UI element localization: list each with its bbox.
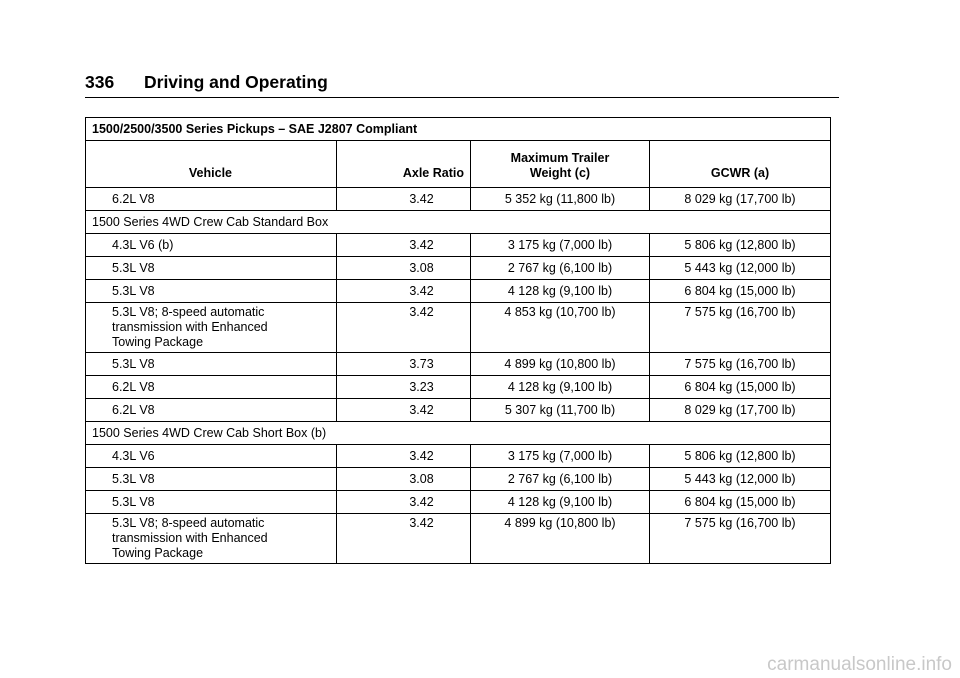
cell-vehicle-line: 4.3L V6 (b) (112, 237, 174, 252)
cell-vehicle-line: transmission with Enhanced (112, 531, 268, 545)
table-row (86, 445, 831, 468)
cell-gcwr: 8 029 kg (17,700 lb) (650, 188, 831, 211)
cell-vehicle (86, 353, 337, 376)
cell-vehicle-line: 5.3L V8; 8-speed automatic (112, 305, 265, 319)
cell-axle-ratio: 3.42 (337, 445, 471, 468)
table-caption-row (86, 118, 831, 141)
cell-vehicle-line: 5.3L V8 (112, 283, 155, 298)
group-title: 1500 Series 4WD Crew Cab Short Box (b) (86, 422, 831, 445)
column-header-gcwr: GCWR (a) (650, 141, 831, 188)
cell-vehicle-line: 5.3L V8; 8-speed automatic (112, 516, 265, 530)
cell-gcwr: 7 575 kg (16,700 lb) (650, 353, 831, 376)
page-header (85, 70, 839, 98)
cell-max-trailer-weight: 4 899 kg (10,800 lb) (471, 514, 650, 564)
cell-vehicle-line: 5.3L V8 (112, 356, 155, 371)
cell-axle-ratio: 3.42 (337, 514, 471, 564)
cell-gcwr: 5 806 kg (12,800 lb) (650, 445, 831, 468)
section-title: Driving and Operating (144, 72, 328, 92)
cell-vehicle-line: Towing Package (112, 546, 204, 560)
cell-gcwr: 7 575 kg (16,700 lb) (650, 514, 831, 564)
cell-gcwr: 6 804 kg (15,000 lb) (650, 491, 831, 514)
table-row (86, 514, 831, 564)
cell-vehicle (86, 280, 337, 303)
column-header-max-trailer-line2: Weight (c) (529, 166, 591, 180)
table-row (86, 303, 831, 353)
cell-max-trailer-weight: 3 175 kg (7,000 lb) (471, 234, 650, 257)
cell-vehicle (86, 376, 337, 399)
cell-axle-ratio: 3.23 (337, 376, 471, 399)
cell-vehicle (86, 303, 337, 353)
cell-gcwr: 7 575 kg (16,700 lb) (650, 303, 831, 353)
cell-axle-ratio: 3.42 (337, 188, 471, 211)
cell-vehicle-line: 5.3L V8 (112, 494, 155, 509)
cell-axle-ratio: 3.42 (337, 280, 471, 303)
cell-max-trailer-weight: 4 128 kg (9,100 lb) (471, 491, 650, 514)
cell-gcwr: 5 806 kg (12,800 lb) (650, 234, 831, 257)
cell-vehicle (86, 257, 337, 280)
table-group-row (86, 211, 831, 234)
cell-max-trailer-weight: 3 175 kg (7,000 lb) (471, 445, 650, 468)
cell-gcwr: 5 443 kg (12,000 lb) (650, 468, 831, 491)
cell-gcwr: 5 443 kg (12,000 lb) (650, 257, 831, 280)
cell-vehicle (86, 445, 337, 468)
watermark: carmanualsonline.info (767, 654, 952, 675)
table-group-row (86, 422, 831, 445)
cell-axle-ratio: 3.42 (337, 234, 471, 257)
cell-max-trailer-weight: 2 767 kg (6,100 lb) (471, 257, 650, 280)
cell-max-trailer-weight: 4 899 kg (10,800 lb) (471, 353, 650, 376)
cell-axle-ratio: 3.08 (337, 257, 471, 280)
cell-axle-ratio: 3.08 (337, 468, 471, 491)
cell-vehicle-line: 6.2L V8 (112, 379, 155, 394)
cell-vehicle (86, 468, 337, 491)
cell-max-trailer-weight: 5 307 kg (11,700 lb) (471, 399, 650, 422)
column-header-axle-ratio: Axle Ratio (337, 141, 471, 188)
cell-vehicle-line: 5.3L V8 (112, 260, 155, 275)
table-row (86, 468, 831, 491)
cell-max-trailer-weight: 4 128 kg (9,100 lb) (471, 280, 650, 303)
cell-vehicle-line: 6.2L V8 (112, 402, 155, 417)
cell-gcwr: 8 029 kg (17,700 lb) (650, 399, 831, 422)
table-row (86, 188, 831, 211)
cell-vehicle-line: 4.3L V6 (112, 448, 155, 463)
page-number: 336 (85, 72, 115, 92)
table-row (86, 491, 831, 514)
table-row (86, 399, 831, 422)
cell-gcwr: 6 804 kg (15,000 lb) (650, 280, 831, 303)
cell-max-trailer-weight: 2 767 kg (6,100 lb) (471, 468, 650, 491)
group-title: 1500 Series 4WD Crew Cab Standard Box (86, 211, 831, 234)
table-row (86, 376, 831, 399)
cell-vehicle-line: transmission with Enhanced (112, 320, 268, 334)
cell-axle-ratio: 3.42 (337, 399, 471, 422)
table-row (86, 234, 831, 257)
cell-vehicle: 6.2L V8 (86, 188, 337, 211)
table-row (86, 280, 831, 303)
trailer-spec-table (85, 117, 831, 564)
table-caption: 1500/2500/3500 Series Pickups – SAE J2807 Compliant (86, 118, 831, 141)
cell-axle-ratio: 3.42 (337, 491, 471, 514)
cell-vehicle-line: Towing Package (112, 335, 204, 349)
table-row (86, 257, 831, 280)
cell-axle-ratio: 3.73 (337, 353, 471, 376)
cell-vehicle-line: 5.3L V8 (112, 471, 155, 486)
cell-vehicle (86, 514, 337, 564)
cell-max-trailer-weight: 4 853 kg (10,700 lb) (471, 303, 650, 353)
column-header-max-trailer-line1: Maximum Trailer (510, 151, 610, 165)
column-header-vehicle: Vehicle (86, 141, 337, 188)
cell-gcwr: 6 804 kg (15,000 lb) (650, 376, 831, 399)
cell-axle-ratio: 3.42 (337, 303, 471, 353)
cell-max-trailer-weight: 5 352 kg (11,800 lb) (471, 188, 650, 211)
cell-vehicle (86, 491, 337, 514)
cell-vehicle (86, 234, 337, 257)
table-row (86, 353, 831, 376)
column-header-max-trailer-weight (471, 141, 650, 188)
cell-vehicle (86, 399, 337, 422)
table-header-row (86, 141, 831, 188)
cell-max-trailer-weight: 4 128 kg (9,100 lb) (471, 376, 650, 399)
